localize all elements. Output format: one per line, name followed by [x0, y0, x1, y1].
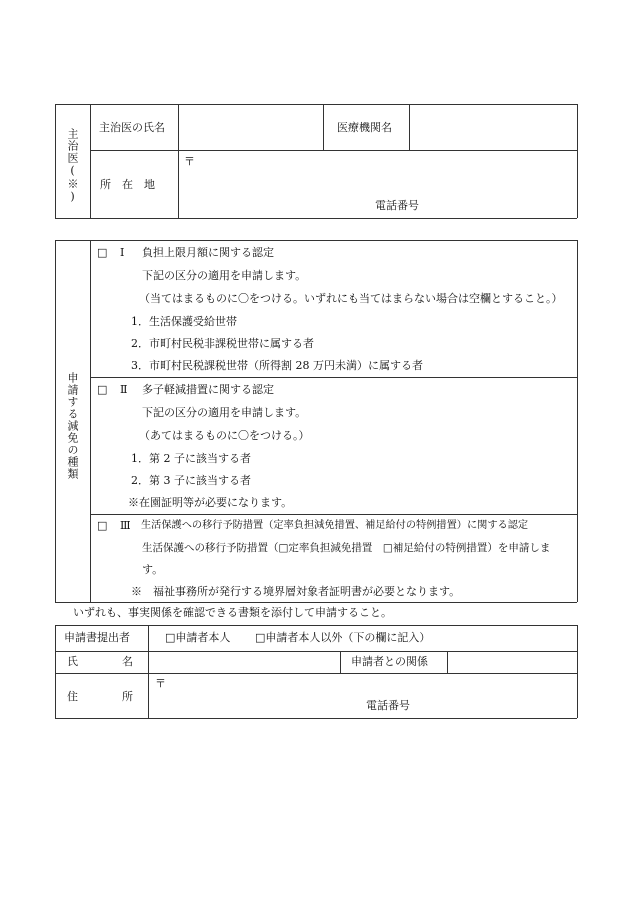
doctor-name-field[interactable]: [180, 106, 321, 148]
block3-line-1: 生活保護への移行予防措置（□定率負担減免措置 □補足給付の特例措置）を申請しま: [142, 542, 551, 554]
block2-line-2: （あてはまるものに〇をつける。）: [139, 429, 310, 442]
block2-note: ※在園証明等が必要になります。: [128, 496, 293, 509]
block1-item-2[interactable]: 2．市町村民税非課税世帯に属する者: [131, 337, 314, 350]
checkbox-block2[interactable]: □: [97, 383, 108, 396]
doctor-phone-label: 電話番号: [375, 199, 419, 212]
doctor-name-label: 主治医の氏名: [99, 121, 165, 134]
doctor-side-label: 主治医(※): [66, 128, 79, 204]
numeral-block2: Ⅱ: [120, 383, 128, 396]
relation-field[interactable]: [449, 653, 575, 671]
option-other[interactable]: □申請者本人以外（下の欄に記入）: [255, 631, 431, 644]
title-block2: 多子軽減措置に関する認定: [142, 383, 274, 396]
title-block1: 負担上限月額に関する認定: [142, 246, 274, 259]
numeral-block3: Ⅲ: [120, 519, 131, 532]
block3-line-2: す。: [142, 563, 164, 576]
block2-line-1: 下記の区分の適用を申請します。: [142, 406, 307, 419]
block1-line-1: 下記の区分の適用を申請します。: [142, 269, 307, 282]
block2-item-2[interactable]: 2．第 3 子に該当する者: [131, 474, 251, 487]
block2-item-1[interactable]: 1．第 2 子に該当する者: [131, 452, 251, 465]
submitter-name-field[interactable]: [150, 653, 338, 671]
reduction-side-label: 申請する減免の種類: [66, 372, 79, 480]
numeral-block1: Ⅰ: [120, 246, 125, 259]
submitter-label: 申請書提出者: [64, 631, 130, 644]
submitter-address-field[interactable]: [150, 675, 575, 716]
relation-label: 申請者との関係: [351, 655, 428, 668]
title-block3: 生活保護への移行予防措置（定率負担減免措置、補足給付の特例措置）に関する認定: [141, 520, 529, 531]
block1-item-3[interactable]: 3．市町村民税課税世帯（所得割 28 万円未満）に属する者: [131, 359, 423, 372]
institution-field[interactable]: [411, 106, 575, 148]
doctor-address-label: 所 在 地: [100, 178, 155, 191]
block1-line-2: （当てはまるものに〇をつける。いずれにも当てはまらない場合は空欄とすること。）: [139, 292, 563, 305]
institution-label: 医療機関名: [337, 121, 392, 134]
checkbox-block1[interactable]: □: [97, 246, 108, 259]
checkbox-block3[interactable]: □: [97, 519, 108, 532]
attach-note: いずれも、事実関係を確認できる書類を添付して申請すること。: [73, 606, 392, 619]
doctor-postal-mark: 〒: [184, 155, 195, 168]
submitter-name-label: 氏 名: [67, 655, 133, 668]
block1-item-1[interactable]: 1．生活保護受給世帯: [131, 315, 237, 328]
submitter-postal-mark: 〒: [155, 677, 166, 690]
submitter-phone-label: 電話番号: [366, 699, 410, 712]
block3-note: ※ 福祉事務所が発行する境界層対象者証明書が必要となります。: [131, 585, 461, 598]
submitter-address-label: 住 所: [67, 690, 133, 703]
option-self[interactable]: □申請者本人: [165, 631, 231, 644]
